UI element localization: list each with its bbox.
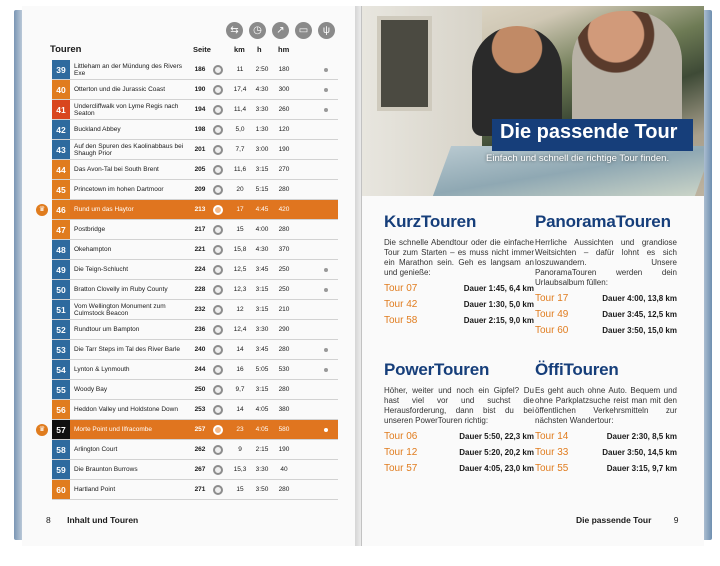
tour-elevation: 290 <box>278 326 290 333</box>
table-row <box>52 340 338 360</box>
footer-right <box>576 515 679 525</box>
tour-duration: 3:30 <box>255 106 269 113</box>
tour-page: 262 <box>194 446 206 453</box>
tour-km: 12,3 <box>233 286 247 293</box>
table-row <box>52 260 338 280</box>
restaurant-icon: ψ <box>318 22 335 39</box>
tour-name: Das Avon-Tal bei South Brent <box>74 166 159 173</box>
tour-name: Otterton und die Jurassic Coast <box>74 86 166 93</box>
tour-name: Buckland Abbey <box>74 126 121 133</box>
difficulty-icon <box>213 485 223 495</box>
tour-item: Tour 14 Dauer 2:30, 8,5 km <box>535 431 677 442</box>
table-row <box>52 120 338 140</box>
difficulty-icon <box>213 145 223 155</box>
table-row <box>52 320 338 340</box>
dot-marker <box>324 428 328 432</box>
tour-name: Woody Bay <box>74 386 108 393</box>
section-heading: PanoramaTouren <box>535 212 671 231</box>
dot-marker <box>324 108 328 112</box>
difficulty-icon <box>213 345 223 355</box>
tour-elevation: 270 <box>278 166 290 173</box>
difficulty-icon <box>213 205 223 215</box>
tour-number: 44 <box>52 160 70 179</box>
tour-duration: 3:50 <box>255 486 269 493</box>
footer-title-right: Die passende Tour <box>576 515 652 525</box>
page-number-right: 9 <box>673 515 679 525</box>
tour-name: Undercliffwalk von Lyme Regis nach Seaton <box>74 102 179 117</box>
tour-item: Tour 49 Dauer 3:45, 12,5 km <box>535 309 677 320</box>
tour-number: 47 <box>52 220 70 239</box>
tour-name: Arlington Court <box>74 446 118 453</box>
difficulty-icon <box>213 245 223 255</box>
tour-page: 232 <box>194 306 206 313</box>
tour-duration: 3:30 <box>255 326 269 333</box>
tour-elevation: 210 <box>278 306 290 313</box>
tour-elevation: 280 <box>278 226 290 233</box>
tour-name: Die Braunton Burrows <box>74 466 138 473</box>
tour-km: 16 <box>236 366 244 373</box>
table-row <box>52 60 338 80</box>
tour-number: 45 <box>52 180 70 199</box>
tour-number: 51 <box>52 300 70 319</box>
hero-photo <box>362 6 704 196</box>
tour-km: 5,0 <box>235 126 245 133</box>
section-panoramatouren <box>535 212 677 340</box>
section-heading: PowerTouren <box>384 360 490 379</box>
tour-elevation: 370 <box>278 246 290 253</box>
tour-km: 23 <box>236 426 244 433</box>
tour-number: 42 <box>52 120 70 139</box>
tour-name: Morte Point und Ilfracombe <box>74 426 153 433</box>
tour-page: 190 <box>194 86 206 93</box>
table-row <box>38 200 338 220</box>
page-subtitle: Einfach und schnell die richtige Tour finden. <box>486 153 670 164</box>
tour-item: Tour 07 Dauer 1:45, 6,4 km <box>384 283 534 294</box>
tour-elevation: 280 <box>278 186 290 193</box>
tour-number: 53 <box>52 340 70 359</box>
difficulty-icon <box>213 225 223 235</box>
tour-number: 41 <box>52 100 70 119</box>
tour-page: 213 <box>194 206 206 213</box>
tour-table <box>38 60 338 500</box>
tour-duration: 4:30 <box>255 246 269 253</box>
tour-name: Die Tarr Steps im Tal des River Barle <box>74 346 180 353</box>
path-icon: ↗ <box>272 22 289 39</box>
tour-km: 12,4 <box>233 326 247 333</box>
table-row <box>52 240 338 260</box>
tour-elevation: 280 <box>278 386 290 393</box>
tour-name: Rundtour um Bampton <box>74 326 140 333</box>
tour-page: 236 <box>194 326 206 333</box>
footer-left <box>46 515 138 525</box>
tour-page: 205 <box>194 166 206 173</box>
tour-elevation: 530 <box>278 366 290 373</box>
tour-page: 209 <box>194 186 206 193</box>
dot-marker <box>324 288 328 292</box>
tour-duration: 3:15 <box>255 286 269 293</box>
tour-duration: 1:30 <box>255 126 269 133</box>
tour-name: Vom Wellington Monument zum Culmstock Beacon <box>74 302 166 317</box>
tour-duration: 2:50 <box>255 66 269 73</box>
tour-name: Auf den Spuren des Kaolinabbaus bei Shaugh Prior <box>74 142 184 157</box>
tour-km: 11,4 <box>233 106 247 113</box>
tour-elevation: 280 <box>278 346 290 353</box>
title-band <box>492 119 693 151</box>
tour-number: 40 <box>52 80 70 99</box>
tour-number: 52 <box>52 320 70 339</box>
tour-duration: 3:30 <box>255 466 269 473</box>
tour-item: Tour 60 Dauer 3:50, 15,0 km <box>535 325 677 336</box>
tour-km: 11,6 <box>233 166 247 173</box>
table-row <box>52 180 338 200</box>
tour-name: Rund um das Haytor <box>74 206 134 213</box>
column-seite: Seite <box>193 45 211 54</box>
tour-number: 55 <box>52 380 70 399</box>
tour-km: 9 <box>238 446 242 453</box>
tour-page: 271 <box>194 486 206 493</box>
tour-page: 224 <box>194 266 206 273</box>
tour-duration: 5:05 <box>255 366 269 373</box>
table-row <box>52 140 338 160</box>
tour-name: Postbridge <box>74 226 106 233</box>
tour-name: Hartland Point <box>74 486 116 493</box>
tour-duration: 5:15 <box>255 186 269 193</box>
tour-duration: 3:15 <box>255 306 269 313</box>
column-h: h <box>257 45 262 54</box>
tour-number: 39 <box>52 60 70 79</box>
bus-icon: ▭ <box>295 22 312 39</box>
difficulty-icon <box>213 425 223 435</box>
tour-duration: 3:15 <box>255 166 269 173</box>
tour-duration: 2:15 <box>255 446 269 453</box>
section-powertouren <box>384 360 534 478</box>
tour-elevation: 190 <box>278 146 290 153</box>
difficulty-icon <box>213 465 223 475</box>
table-row <box>52 460 338 480</box>
dot-marker <box>324 88 328 92</box>
tour-name: Die Teign-Schlucht <box>74 266 129 273</box>
tour-item: Tour 42 Dauer 1:30, 5,0 km <box>384 299 534 310</box>
section-text: Es geht auch ohne Auto. Bequem und ohne Parkplatzsuche reist man mit den öffentlichen Verkehrsmitteln zur nächsten Wandertour: <box>535 386 677 425</box>
tour-item: Tour 06 Dauer 5:50, 22,3 km <box>384 431 534 442</box>
dot-marker <box>324 348 328 352</box>
tour-km: 15 <box>236 226 244 233</box>
tour-number: 57 <box>52 420 70 439</box>
tour-number: 54 <box>52 360 70 379</box>
table-row <box>52 440 338 460</box>
difficulty-icon <box>213 325 223 335</box>
tour-km: 12 <box>236 306 244 313</box>
tour-elevation: 580 <box>278 426 290 433</box>
tour-elevation: 280 <box>278 486 290 493</box>
tour-number: 58 <box>52 440 70 459</box>
tour-duration: 4:45 <box>255 206 269 213</box>
section-text: Herrliche Aussichten und grandiose Weitsichten – dafür lohnt es sich loszuwandern. Unsere PanoramaTouren werden dein Urlaubsalbum füllen: <box>535 238 677 287</box>
tour-name: Lynton & Lynmouth <box>74 366 130 373</box>
tour-elevation: 120 <box>278 126 290 133</box>
tour-number: 43 <box>52 140 70 159</box>
tour-page: 198 <box>194 126 206 133</box>
tour-number: 56 <box>52 400 70 419</box>
tour-km: 9,7 <box>235 386 245 393</box>
table-header <box>50 44 335 58</box>
tour-page: 186 <box>194 66 206 73</box>
tour-name: Okehampton <box>74 246 112 253</box>
tour-number: 49 <box>52 260 70 279</box>
tour-page: 267 <box>194 466 206 473</box>
difficulty-icon <box>213 385 223 395</box>
tour-km: 17,4 <box>233 86 247 93</box>
difficulty-icon <box>213 105 223 115</box>
table-row <box>52 380 338 400</box>
difficulty-icon <box>213 285 223 295</box>
difficulty-icon <box>213 125 223 135</box>
tour-number: 59 <box>52 460 70 479</box>
tour-name: Princetown im hohen Dartmoor <box>74 186 164 193</box>
tour-km: 20 <box>236 186 244 193</box>
page-title: Die passende Tour <box>500 121 678 143</box>
tour-page: 253 <box>194 406 206 413</box>
column-icons <box>226 22 335 39</box>
tour-km: 7,7 <box>235 146 245 153</box>
table-row <box>52 480 338 500</box>
tour-duration: 3:00 <box>255 146 269 153</box>
crown-icon: ♛ <box>36 424 48 436</box>
tour-name: Heddon Valley und Holdstone Down <box>74 406 178 413</box>
tour-duration: 3:45 <box>255 346 269 353</box>
tour-elevation: 40 <box>280 466 288 473</box>
tour-km: 15 <box>236 486 244 493</box>
table-row <box>52 360 338 380</box>
crown-icon: ♛ <box>36 204 48 216</box>
difficulty-icon <box>213 445 223 455</box>
tour-km: 14 <box>236 406 244 413</box>
column-hm: hm <box>278 45 290 54</box>
tour-page: 221 <box>194 246 206 253</box>
tour-elevation: 190 <box>278 446 290 453</box>
table-title: Touren <box>50 44 82 55</box>
tour-km: 15,3 <box>233 466 247 473</box>
table-row <box>52 280 338 300</box>
difficulty-icon <box>213 405 223 415</box>
tour-elevation: 180 <box>278 66 290 73</box>
tour-number: 60 <box>52 480 70 499</box>
tour-page: 201 <box>194 146 206 153</box>
tour-elevation: 420 <box>278 206 290 213</box>
signpost-icon: ⇆ <box>226 22 243 39</box>
dot-marker <box>324 268 328 272</box>
table-row <box>52 400 338 420</box>
tour-name: Littleham an der Mündung des Rivers Exe <box>74 62 183 77</box>
table-row <box>38 420 338 440</box>
tour-item: Tour 17 Dauer 4:00, 13,8 km <box>535 293 677 304</box>
difficulty-icon <box>213 165 223 175</box>
tour-page: 194 <box>194 106 206 113</box>
tour-km: 15,8 <box>233 246 247 253</box>
table-row <box>52 220 338 240</box>
dot-marker <box>324 368 328 372</box>
tour-number: 46 <box>52 200 70 219</box>
page-number-left: 8 <box>46 515 51 525</box>
tour-page: 228 <box>194 286 206 293</box>
tour-item: Tour 58 Dauer 2:15, 9,0 km <box>384 315 534 326</box>
tour-item: Tour 55 Dauer 3:15, 9,7 km <box>535 463 677 474</box>
difficulty-icon <box>213 305 223 315</box>
tour-elevation: 260 <box>278 106 290 113</box>
tour-page: 257 <box>194 426 206 433</box>
tour-number: 48 <box>52 240 70 259</box>
tour-duration: 3:15 <box>255 386 269 393</box>
section-kurztouren <box>384 212 534 330</box>
tour-elevation: 250 <box>278 266 290 273</box>
tour-number: 50 <box>52 280 70 299</box>
difficulty-icon <box>213 65 223 75</box>
tour-page: 217 <box>194 226 206 233</box>
difficulty-icon <box>213 185 223 195</box>
difficulty-icon <box>213 85 223 95</box>
tour-page: 250 <box>194 386 206 393</box>
tour-km: 14 <box>236 346 244 353</box>
tour-km: 17 <box>236 206 244 213</box>
tour-item: Tour 57 Dauer 4:05, 23,0 km <box>384 463 534 474</box>
tour-elevation: 380 <box>278 406 290 413</box>
tour-duration: 4:05 <box>255 426 269 433</box>
tour-elevation: 300 <box>278 86 290 93</box>
tour-item: Tour 12 Dauer 5:20, 20,2 km <box>384 447 534 458</box>
table-row <box>52 100 338 120</box>
tour-duration: 4:00 <box>255 226 269 233</box>
tour-elevation: 250 <box>278 286 290 293</box>
tour-duration: 4:05 <box>255 406 269 413</box>
tour-item: Tour 33 Dauer 3:50, 14,5 km <box>535 447 677 458</box>
column-km: km <box>234 45 245 54</box>
tour-duration: 3:45 <box>255 266 269 273</box>
table-row <box>52 80 338 100</box>
footer-title-left: Inhalt und Touren <box>67 515 139 525</box>
table-row <box>52 160 338 180</box>
tour-duration: 4:30 <box>255 86 269 93</box>
table-row <box>52 300 338 320</box>
section-heading: KurzTouren <box>384 212 477 231</box>
difficulty-icon <box>213 265 223 275</box>
tour-km: 11 <box>236 66 244 73</box>
tour-page: 244 <box>194 366 206 373</box>
section-oeffitouren <box>535 360 677 478</box>
tour-name: Bratton Clovelly im Ruby County <box>74 286 168 293</box>
section-heading: ÖffiTouren <box>535 360 619 379</box>
clock-icon: ◷ <box>249 22 266 39</box>
difficulty-icon <box>213 365 223 375</box>
tour-page: 240 <box>194 346 206 353</box>
section-text: Die schnelle Abendtour oder die einfache Tour zum Starten – es muss nicht immer ein Marathon sein. Geh es langsam an und genieße: <box>384 238 534 277</box>
section-text: Höher, weiter und noch ein Gipfel? Du hast viel vor und suchst die Herausforderung, dann bist du bei unseren PowerTouren richtig: <box>384 386 534 425</box>
dot-marker <box>324 68 328 72</box>
tour-km: 12,5 <box>233 266 247 273</box>
